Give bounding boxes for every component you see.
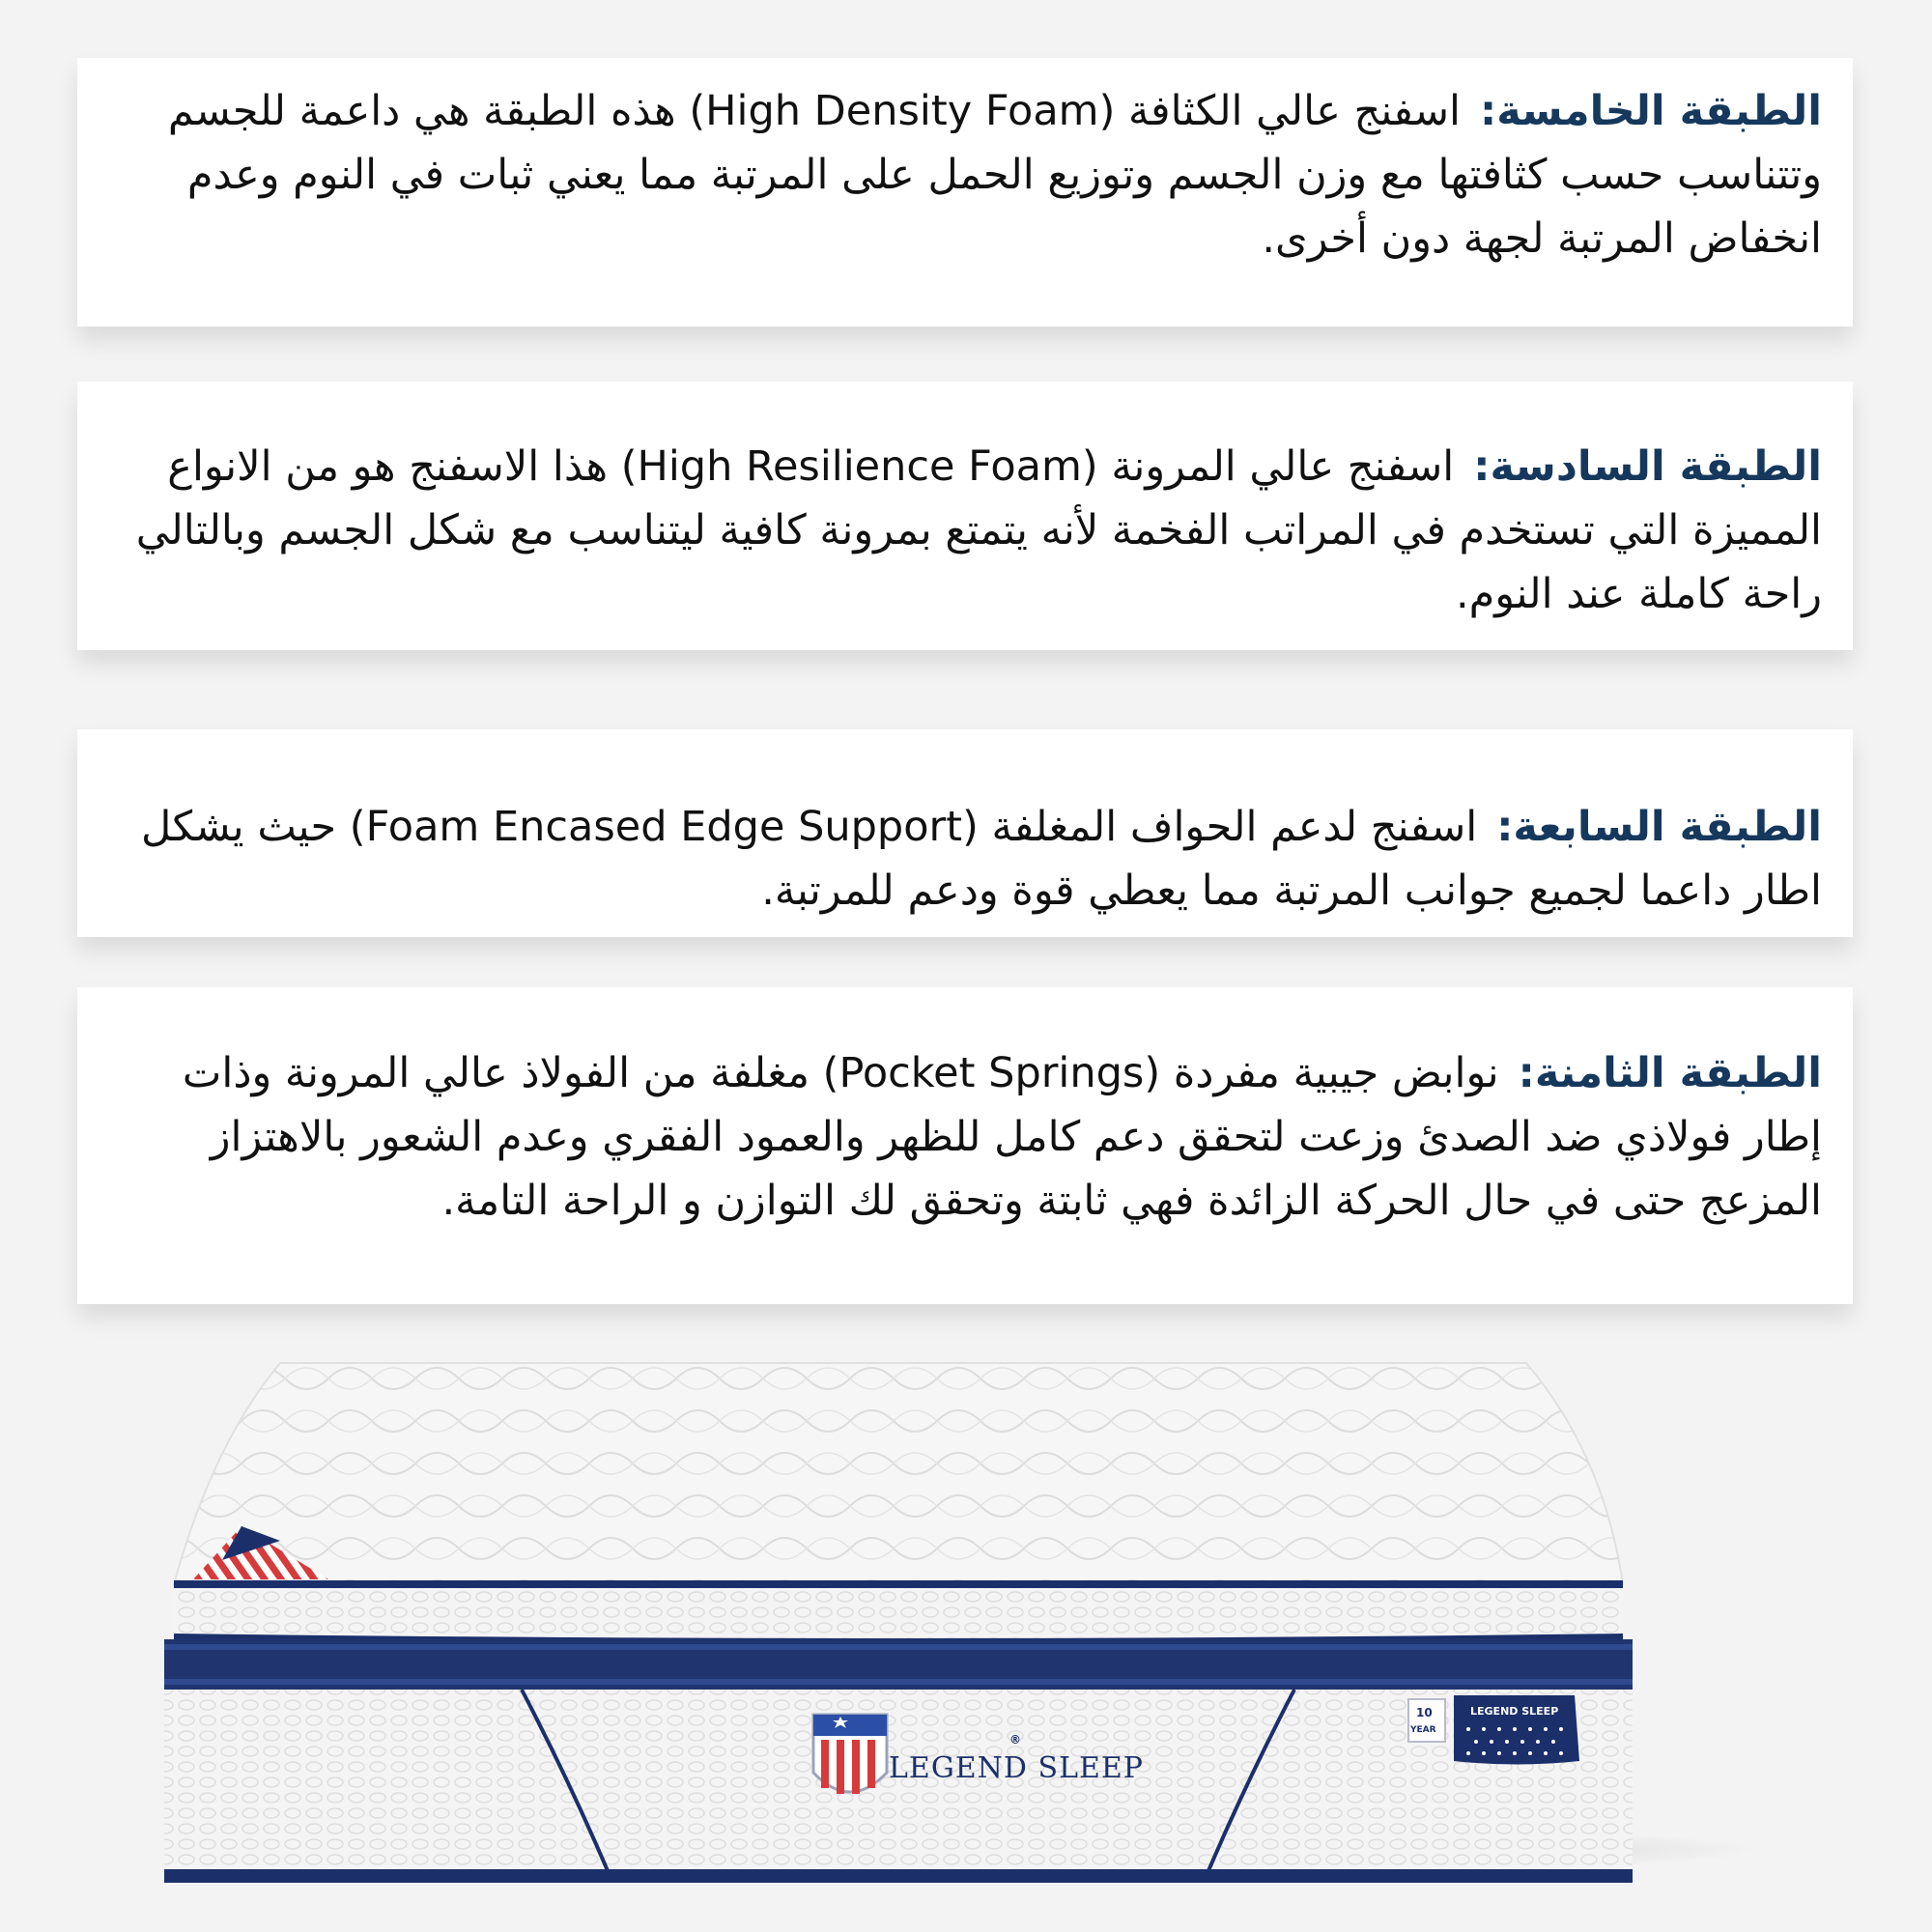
tag-brand: LEGEND SLEEP [1470,1705,1559,1718]
layer-paragraph-seventh [116,795,1822,923]
layer-card-fifth [77,58,1853,327]
layer-text-sixth: اسفنج عالي المرونة (High Resilience Foam) هذا الاسفنج هو من الانواع المميزة التي تستخدم في المراتب الفخمة لأنه يتمتع بمرونة كافية ليتناسب مع شكل الجسم وبالتالي راحة كاملة عند النوم. [135,442,1822,618]
layer-text-seventh: اسفنج لدعم الحواف المغلفة (Foam Encased Edge Support) حيث يشكل اطار داعما لجميع جوانب المرتبة مما يعطي قوة ودعم للمرتبة. [141,803,1822,915]
layer-text-eighth: نوابض جيبية مفردة (Pocket Springs) مغلفة من الفولاذ عالي المرونة وذات إطار فولاذي ضد الصدئ وزعت لتحقق دعم كامل للظهر والعمود الفقري وعدم الشعور بالاهتزاز المزعج حتى في حال الحركة الزائدة فهي ثابتة وتحقق لك التوازن و الراحة التامة. [182,1049,1822,1225]
layer-card-sixth [77,382,1853,650]
warranty-badge [1408,1699,1445,1742]
registered-mark: ® [1009,1733,1021,1747]
layer-label-sixth: الطبقة السادسة: [1473,442,1822,491]
layer-card-eighth [77,987,1853,1304]
layer-paragraph-sixth [116,435,1822,626]
brand-name: LEGEND SLEEP [889,1751,1144,1785]
warranty-word: YEAR [1410,1725,1436,1735]
warranty-years: 10 [1416,1706,1433,1719]
layer-label-fifth: الطبقة الخامسة: [1480,87,1822,135]
layer-label-seventh: الطبقة السابعة: [1496,803,1822,851]
mattress-image [155,1357,1777,1898]
layer-label-eighth: الطبقة الثامنة: [1518,1049,1822,1097]
layer-paragraph-eighth [116,1041,1822,1233]
layer-card-seventh [77,729,1853,937]
layer-text-fifth: اسفنج عالي الكثافة (High Density Foam) هذه الطبقة هي داعمة للجسم وتتناسب حسب كثافتها مع وزن الجسم وتوزيع الحمل على المرتبة مما يعني ثبات في النوم وعدم انخفاض المرتبة لجهة دون أخرى. [167,87,1822,263]
brand-shield-icon [813,1715,887,1794]
layer-paragraph-fifth [116,79,1822,270]
star-label-tag [1454,1695,1579,1765]
